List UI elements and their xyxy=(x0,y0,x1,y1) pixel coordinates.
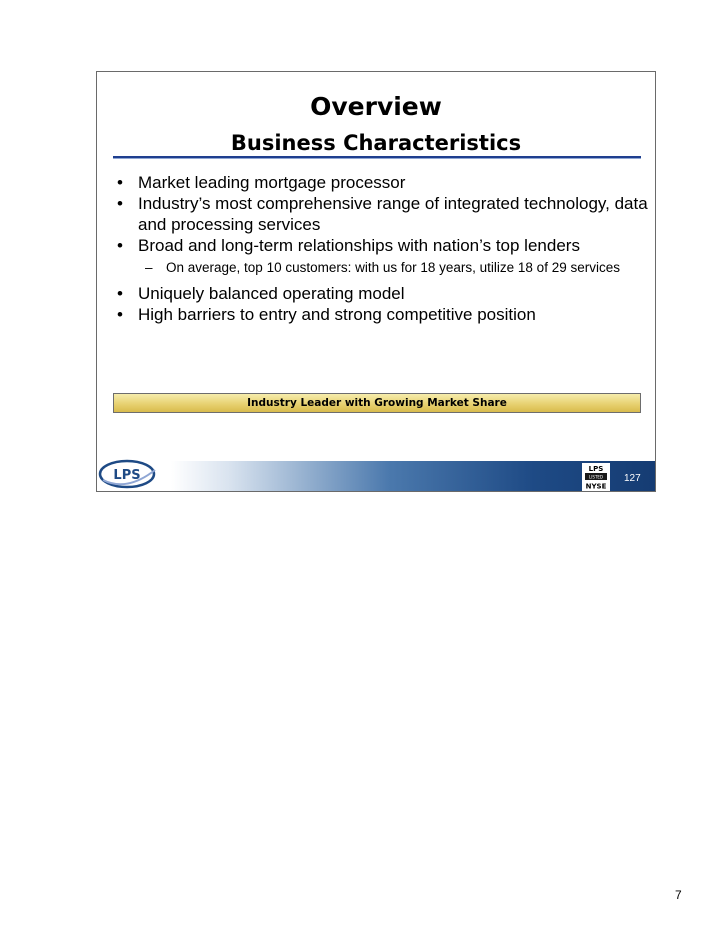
sub-bullet-item xyxy=(113,260,648,275)
bullet-marker: • xyxy=(117,236,123,255)
bullet-text: Market leading mortgage processor xyxy=(138,173,406,192)
nyse-top-text: LPS xyxy=(588,465,604,473)
slide-number: 127 xyxy=(624,473,641,484)
lps-logo-icon xyxy=(97,456,169,490)
title-divider-shadow xyxy=(113,158,641,159)
bullet-text: Uniquely balanced operating model xyxy=(138,284,405,303)
sub-bullet-marker: – xyxy=(145,260,153,275)
nyse-bottom-text: NYSE xyxy=(585,482,607,491)
bullet-marker: • xyxy=(117,305,123,324)
bullet-item xyxy=(113,193,648,235)
bullet-text: High barriers to entry and strong competitive position xyxy=(138,305,536,324)
bullet-text: Industry’s most comprehensive range of integrated technology, data and processing services xyxy=(138,194,648,234)
bullet-list xyxy=(113,172,648,325)
bullet-marker: • xyxy=(117,284,123,303)
slide-subtitle: Business Characteristics xyxy=(230,131,522,155)
bullet-item xyxy=(113,304,648,325)
bullet-item xyxy=(113,283,648,304)
slide-title: Overview xyxy=(310,92,442,121)
highlight-banner: Industry Leader with Growing Market Share xyxy=(113,393,641,413)
bullet-text: Broad and long-term relationships with nation’s top lenders xyxy=(138,236,580,255)
page-number: 7 xyxy=(675,888,682,902)
bullet-marker: • xyxy=(117,194,123,213)
logo-text: LPS xyxy=(113,468,141,483)
bullet-marker: • xyxy=(117,173,123,192)
sub-bullet-text: On average, top 10 customers: with us for 18 years, utilize 18 of 29 services xyxy=(166,260,620,275)
bullet-item xyxy=(113,172,648,193)
slide xyxy=(96,71,656,492)
nyse-middle-text: LISTED xyxy=(589,474,603,480)
nyse-listed-icon xyxy=(582,463,610,491)
bullet-item xyxy=(113,235,648,256)
